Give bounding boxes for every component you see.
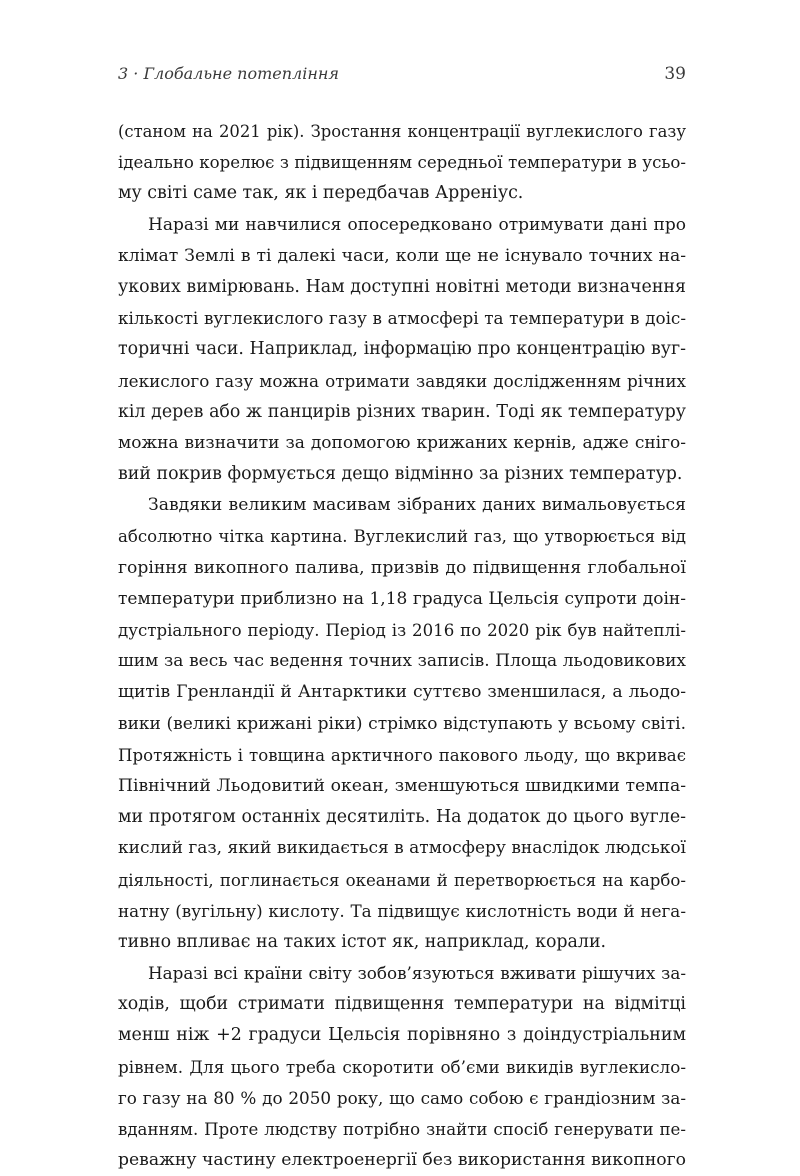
text-line: реважну частину електроенергії без використання викопного [118,1150,686,1171]
text-line: укових вимірювань. Нам доступні новітні методи визначення [118,276,686,297]
text-line: кількості вуглекислого газу в атмосфері та температури в доіс- [118,308,686,329]
text-line: го газу на 80 % до 2050 року, що само собою є грандіозним за- [118,1087,686,1108]
text-line: (станом на 2021 рік). Зростання концентрації вуглекислого газу [118,122,686,141]
text-line: ми протягом останніх десятиліть. На додаток до цього вугле- [118,807,686,828]
text-line: натну (вугільну) кислоту. Та підвищує кислотність води й нега- [118,900,686,921]
text-line: горіння викопного палива, призвів до підвищення глобальної [118,557,686,578]
body-text [118,116,686,1176]
text-line: вий покрив формується дещо відмінно за різних температур. [118,464,683,485]
text-line: менш ніж +2 градуси Цельсія порівняно з доіндустріальним [118,1025,686,1046]
text-line: Протяжність і товщина арктичного пакового льоду, що вкриває [118,745,686,765]
text-line: вданням. Проте людству потрібно знайти спосіб генерувати пе- [118,1120,686,1139]
text-line: абсолютно чітка картина. Вуглекислий газ, що утворюється від [118,527,686,547]
paragraph [118,958,686,1176]
text-line: Наразі всі країни світу зобов’язуються вживати рішучих за- [148,963,686,984]
text-line: можна визначити за допомогою крижаних кернів, адже сніго- [118,432,686,453]
text-line: Наразі ми навчилися опосередковано отримувати дані про [148,214,686,235]
text-line: ходів, щоби стримати підвищення температури на відмітці [118,994,686,1015]
paragraph [118,116,686,210]
text-line: вики (великі крижані ріки) стрімко відступають у всьому світі. [118,713,686,734]
text-line: кіл дерев або ж панцирів різних тварин. Тоді як температуру [118,401,686,422]
text-line: тивно впливає на таких істот як, наприклад, корали. [118,931,607,952]
paragraph [118,210,686,491]
text-line: діяльності, поглинається океанами й перетворюється на карбо- [118,870,686,890]
text-line: Північний Льодовитий океан, зменшуються швидкими темпа- [118,775,686,796]
running-header [118,64,686,88]
text-line: щитів Гренландії й Антарктики суттєво зменшилася, а льодо- [118,682,686,703]
paragraph [118,490,686,958]
text-line: Завдяки великим масивам зібраних даних вимальовується [148,495,686,516]
text-line: торичні часи. Наприклад, інформацію про концентрацію вуг- [118,339,686,360]
text-line: му світі саме так, як і передбачав Арреніус. [118,183,524,204]
text-line: ідеально корелює з підвищенням середньої температури в усьо- [118,153,686,173]
text-line: рівнем. Для цього треба скоротити об’єми викидів вуглекисло- [118,1056,686,1077]
text-line: температури приблизно на 1,18 градуса Цельсія супроти доін- [118,588,686,609]
page-number: 39 [664,64,686,84]
text-line: лекислого газу можна отримати завдяки дослідженням річних [118,370,686,391]
text-line: шим за весь час ведення точних записів. Площа льодовикових [118,651,686,672]
text-line: клімат Землі в ті далекі часи, коли ще не існувало точних на- [118,245,686,266]
chapter-title: 3 · Глобальне потепління [118,64,340,83]
text-line: дустріального періоду. Період із 2016 по 2020 рік був найтеплі- [118,621,686,640]
text-line: кислий газ, який викидається в атмосферу внаслідок людської [118,838,686,859]
